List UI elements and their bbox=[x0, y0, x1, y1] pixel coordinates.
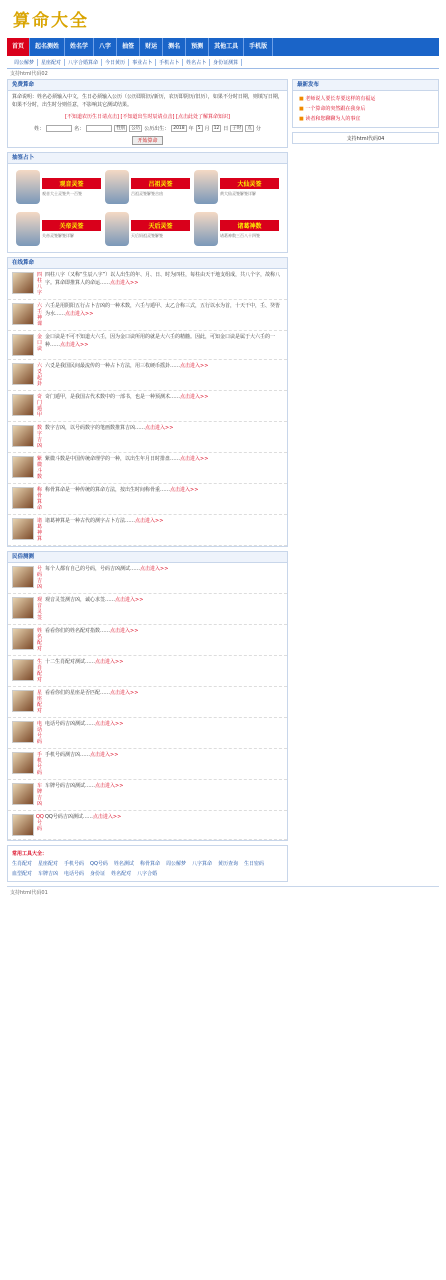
divine-box bbox=[7, 152, 288, 253]
year-unit: 年 bbox=[188, 126, 194, 132]
item-name[interactable]: QQ号码 bbox=[36, 814, 44, 832]
item-desc bbox=[45, 363, 283, 387]
day-unit: 日 bbox=[223, 126, 229, 132]
divine-title: 抽签占卜 bbox=[8, 153, 287, 164]
list-item bbox=[8, 484, 287, 515]
free-intro: 算命说明：姓名必须输入中文，生日必须输入公历（公历即阳历/新历，农历即阴历/旧历），如果不分时日期，则填写日期，如果不分时，出生时分则任意，不影响其它测试结果。 bbox=[12, 94, 283, 108]
item-image[interactable] bbox=[12, 272, 34, 294]
tool-link[interactable]: 血型配对 bbox=[12, 871, 33, 877]
more-link[interactable]: 点击进入>> bbox=[180, 363, 209, 369]
folk-title: 民俗测测 bbox=[8, 552, 287, 563]
nav-item[interactable]: 其他工具 bbox=[209, 38, 244, 56]
item-name[interactable]: 诸葛神算 bbox=[36, 518, 42, 542]
page bbox=[7, 0, 439, 898]
item-desc bbox=[45, 566, 283, 590]
item-image[interactable] bbox=[12, 690, 34, 712]
tool-link[interactable]: 生日密码 bbox=[244, 861, 265, 867]
item-desc-text: 六爻是我国民间最流传的一种占卜方法，用三枚硬币摇卦…… bbox=[45, 363, 181, 369]
nav-item[interactable]: 首页 bbox=[7, 38, 30, 56]
year-select[interactable]: 2018 bbox=[173, 126, 185, 131]
item-name[interactable]: 观音灵签 bbox=[36, 597, 42, 621]
main-nav bbox=[7, 38, 439, 56]
item-desc-text: 四柱八字（又称“生辰八字”）以人出生的年、月、日、时为四柱，每柱由天干地支组成，共八个字，故称八字。算命即推算人的命运…… bbox=[45, 272, 281, 286]
item-name[interactable]: 六爻起卦 bbox=[36, 363, 42, 387]
divine-desc: 吕祖灵签解签吉凶 bbox=[131, 191, 163, 196]
month-unit: 月 bbox=[204, 126, 210, 132]
birth-label: 公历出生： bbox=[144, 126, 170, 132]
item-name[interactable]: 车牌吉凶 bbox=[36, 783, 42, 807]
divine-name: 观音灵签 bbox=[42, 178, 101, 189]
left-column bbox=[7, 79, 288, 886]
nav-item[interactable]: 测名 bbox=[163, 38, 186, 56]
item-desc-text: 看看你们的姓名配对指数…… bbox=[45, 628, 111, 634]
minute-unit: 分 bbox=[255, 126, 261, 132]
tool-link[interactable]: 姓名测试 bbox=[113, 861, 134, 867]
item-name[interactable]: 奇门遁甲 bbox=[36, 394, 42, 418]
item-desc bbox=[45, 783, 283, 807]
more-link[interactable]: 点击进入>> bbox=[95, 721, 124, 727]
free-title: 免费算命 bbox=[8, 80, 287, 91]
item-desc-text: 电话号码吉凶测试…… bbox=[45, 721, 96, 727]
list-item bbox=[8, 749, 287, 780]
more-link[interactable]: 点击进入>> bbox=[90, 752, 119, 758]
item-desc bbox=[45, 394, 283, 418]
tool-link[interactable]: 姓名配对 bbox=[111, 871, 132, 877]
item-name[interactable]: 手机号码 bbox=[36, 752, 42, 776]
divine-name: 天后灵签 bbox=[131, 220, 190, 231]
item-name[interactable]: 四柱八字 bbox=[36, 272, 42, 296]
item-image[interactable] bbox=[12, 487, 34, 509]
month-select[interactable]: 5 bbox=[197, 126, 201, 131]
more-link[interactable]: 点击进入>> bbox=[95, 659, 124, 665]
folk-list bbox=[8, 563, 287, 840]
item-name[interactable]: 紫微斗数 bbox=[36, 456, 42, 480]
subnav-item[interactable]: 事业占卜 bbox=[129, 59, 156, 66]
nav-item[interactable]: 财运 bbox=[140, 38, 163, 56]
tool-link[interactable]: 称骨算命 bbox=[139, 861, 160, 867]
item-desc bbox=[45, 272, 283, 296]
ad-right: 支持html代码04 bbox=[292, 132, 439, 144]
given-input[interactable] bbox=[86, 125, 112, 132]
surname-input[interactable] bbox=[46, 125, 72, 132]
tool-link[interactable]: 黄历查询 bbox=[217, 861, 238, 867]
item-desc bbox=[45, 597, 283, 621]
divine-name: 诸葛神数 bbox=[220, 220, 279, 231]
divine-tile[interactable] bbox=[16, 168, 101, 206]
latest-item[interactable]: ■ 读者和您聊聊为人的事宜 bbox=[299, 114, 432, 124]
divine-text bbox=[220, 178, 279, 196]
subnav-item[interactable]: 手机占卜 bbox=[156, 59, 183, 66]
submit-button[interactable]: 开始算命 bbox=[132, 136, 162, 145]
divine-desc: 关帝灵签解签详解 bbox=[42, 233, 74, 238]
divine-text bbox=[131, 220, 190, 238]
item-image[interactable] bbox=[12, 303, 34, 325]
tool-link[interactable]: 周公解梦 bbox=[165, 861, 186, 867]
list-item bbox=[8, 656, 287, 687]
more-link[interactable]: 点击进入>> bbox=[65, 310, 94, 317]
list-item bbox=[8, 515, 287, 546]
divine-name: 吕祖灵签 bbox=[131, 178, 190, 189]
list-item bbox=[8, 594, 287, 625]
nav-item[interactable]: 姓名学 bbox=[65, 38, 94, 56]
item-name[interactable]: 电话号码 bbox=[36, 721, 42, 745]
item-image[interactable] bbox=[12, 814, 34, 836]
item-desc-text: 诸葛神算是一种古代的测字占卜方法…… bbox=[45, 518, 136, 524]
divine-figure bbox=[194, 212, 218, 246]
divine-text bbox=[220, 220, 279, 238]
subnav-item[interactable]: 姓名占卜 bbox=[183, 59, 210, 66]
given-label: 名： bbox=[74, 126, 85, 132]
item-image[interactable] bbox=[12, 721, 34, 743]
item-desc-text: 紫微斗数是中国传统命理学的一种，以出生年月日时排盘…… bbox=[45, 456, 181, 462]
item-desc bbox=[45, 628, 283, 652]
subnav-item[interactable]: 星座配对 bbox=[38, 59, 65, 66]
footer: 支持html代码01 bbox=[7, 886, 439, 898]
list-item bbox=[8, 563, 287, 594]
more-link[interactable]: 点击进入>> bbox=[115, 597, 144, 603]
right-column bbox=[292, 79, 439, 886]
list-item bbox=[8, 453, 287, 484]
item-name[interactable]: 星座配对 bbox=[36, 690, 42, 714]
more-link[interactable]: 点击进入>> bbox=[110, 628, 139, 634]
more-link[interactable]: 点击进入>> bbox=[180, 456, 209, 462]
nav-item[interactable]: 抽签 bbox=[117, 38, 140, 56]
free-notice[interactable]: [不知道农历生日请点击] [不知道出生时辰请点击] [点击此处了解算命知识] bbox=[65, 114, 230, 120]
item-image[interactable] bbox=[12, 783, 34, 805]
tool-link[interactable]: 星座配对 bbox=[38, 861, 59, 867]
free-fortune-box bbox=[7, 79, 288, 148]
content bbox=[7, 79, 439, 886]
nav-item[interactable]: 起名测姓 bbox=[30, 38, 65, 56]
tool-link[interactable]: QQ号码 bbox=[90, 861, 108, 867]
divine-figure bbox=[194, 170, 218, 204]
tool-link[interactable]: 手机号码 bbox=[64, 861, 85, 867]
subnav-item[interactable]: 周公解梦 bbox=[11, 59, 38, 66]
list-item bbox=[8, 687, 287, 718]
list-item bbox=[8, 625, 287, 656]
subnav-item[interactable]: 今日黄历 bbox=[102, 59, 129, 66]
submit-row bbox=[8, 134, 287, 147]
more-link[interactable]: 点击进入>> bbox=[60, 341, 89, 348]
latest-item[interactable]: ■ 一个算命的突然跟在我身后 bbox=[299, 104, 432, 114]
more-link[interactable]: 点击进入>> bbox=[170, 487, 199, 493]
divine-figure bbox=[105, 212, 129, 246]
online-title: 在线算命 bbox=[8, 258, 287, 269]
tool-link[interactable]: 八字算命 bbox=[191, 861, 212, 867]
item-desc bbox=[45, 456, 283, 480]
divine-desc: 天后妈祖灵签解签 bbox=[131, 233, 163, 238]
sub-nav bbox=[7, 56, 439, 69]
item-name[interactable]: 称骨算命 bbox=[36, 487, 42, 511]
more-link[interactable]: 点击进入>> bbox=[135, 518, 164, 524]
more-link[interactable]: 点击进入>> bbox=[95, 783, 124, 789]
divine-figure bbox=[16, 170, 40, 204]
item-name[interactable]: 六壬神课 bbox=[36, 303, 42, 327]
tool-link[interactable]: 身份证 bbox=[90, 871, 106, 877]
more-link[interactable]: 点击进入>> bbox=[145, 425, 174, 431]
item-image[interactable] bbox=[12, 363, 34, 385]
online-box bbox=[7, 257, 288, 547]
item-desc-text: QQ号码吉凶测试…… bbox=[45, 814, 93, 820]
tool-link[interactable]: 八字合婚 bbox=[137, 871, 158, 877]
item-image[interactable] bbox=[12, 456, 34, 478]
list-item bbox=[8, 391, 287, 422]
divine-tile[interactable] bbox=[16, 210, 101, 248]
subnav-item[interactable]: 身份证测算 bbox=[210, 59, 242, 66]
tool-link[interactable]: 生肖配对 bbox=[12, 861, 33, 867]
item-image[interactable] bbox=[12, 628, 34, 650]
calendar-select[interactable]: 公历 bbox=[131, 126, 141, 131]
hour-select[interactable]: 子时 bbox=[232, 126, 242, 131]
list-item bbox=[8, 269, 287, 300]
item-desc bbox=[45, 425, 283, 449]
latest-item[interactable]: ■ 老师说人要长寿要这样的有福运 bbox=[299, 94, 432, 104]
fortune-form bbox=[8, 123, 287, 134]
header bbox=[7, 0, 439, 38]
list-item bbox=[8, 780, 287, 811]
nav-item[interactable]: 手机版 bbox=[244, 38, 273, 56]
tool-link[interactable]: 电话号码 bbox=[64, 871, 85, 877]
divine-text bbox=[42, 178, 101, 196]
divine-tile[interactable] bbox=[194, 210, 279, 248]
item-image[interactable] bbox=[12, 394, 34, 416]
item-desc-text: 观音灵签测吉凶，诚心求签…… bbox=[45, 597, 116, 603]
divine-figure bbox=[16, 212, 40, 246]
site-logo[interactable]: 算命大全 bbox=[13, 11, 89, 31]
divine-tile[interactable] bbox=[194, 168, 279, 206]
item-desc bbox=[45, 721, 283, 745]
item-name[interactable]: 生肖配对 bbox=[36, 659, 42, 683]
day-select[interactable]: 12 bbox=[213, 126, 220, 131]
item-desc bbox=[45, 334, 283, 356]
item-image[interactable] bbox=[12, 566, 34, 588]
divine-desc: 诸葛神数三百八十四签 bbox=[220, 233, 260, 238]
list-item bbox=[8, 300, 287, 331]
item-name[interactable]: 号码吉凶 bbox=[36, 566, 42, 590]
divine-grid bbox=[8, 164, 287, 252]
item-name[interactable]: 金口诀 bbox=[36, 334, 42, 352]
item-desc bbox=[45, 487, 283, 511]
item-desc bbox=[45, 303, 283, 327]
divine-text bbox=[131, 178, 190, 196]
list-item bbox=[8, 422, 287, 453]
divine-figure bbox=[105, 170, 129, 204]
item-desc-text: 六壬是用阴阳五行占卜吉凶的一种术数，六壬与遁甲、太乙合称三式，五行以水为首，十天干中，壬、癸皆为水…… bbox=[45, 303, 281, 317]
item-desc bbox=[45, 518, 283, 542]
tools-links bbox=[12, 860, 283, 877]
divine-name: 关帝灵签 bbox=[42, 220, 101, 231]
item-desc bbox=[45, 690, 283, 714]
item-desc bbox=[45, 659, 283, 683]
item-image[interactable] bbox=[12, 597, 34, 619]
more-link[interactable]: 点击进入>> bbox=[110, 279, 139, 286]
item-desc-text: 手机号码测吉凶…… bbox=[45, 752, 91, 758]
latest-box bbox=[292, 79, 439, 128]
tools-title: 常用工具大全： bbox=[12, 851, 48, 857]
more-link[interactable]: 点击进入>> bbox=[92, 814, 122, 820]
divine-desc: 观音大士灵签共一百签 bbox=[42, 191, 82, 196]
item-desc-text: 金口诀是不可不知道大六壬，因为金口诀所用的就是大六壬的精髓。因此，可知金口诀是属于大六壬的一种…… bbox=[45, 334, 276, 348]
tool-link[interactable]: 车牌吉凶 bbox=[38, 871, 59, 877]
item-desc bbox=[45, 752, 283, 776]
item-desc-text: 十二生肖配对测试…… bbox=[45, 659, 96, 665]
item-name[interactable]: 姓名配对 bbox=[36, 628, 42, 652]
list-item bbox=[8, 331, 287, 360]
more-link[interactable]: 点击进入>> bbox=[110, 690, 139, 696]
divine-name: 大仙灵签 bbox=[220, 178, 279, 189]
list-item bbox=[8, 811, 287, 840]
folk-box bbox=[7, 551, 288, 841]
item-image[interactable] bbox=[12, 334, 34, 356]
more-link[interactable]: 点击进入>> bbox=[140, 566, 169, 572]
item-name[interactable]: 数字吉凶 bbox=[36, 425, 42, 449]
tools-box bbox=[7, 845, 288, 882]
item-desc-text: 每个人都有自己的号码，号码吉凶测试…… bbox=[45, 566, 141, 572]
nav-item[interactable]: 预测 bbox=[186, 38, 209, 56]
item-desc-text: 数字吉凶，以号码数字的笔画数推算吉凶…… bbox=[45, 425, 146, 431]
list-item bbox=[8, 360, 287, 391]
online-list bbox=[8, 269, 287, 546]
subnav-item[interactable]: 八字合婚算命 bbox=[65, 59, 102, 66]
latest-list bbox=[293, 91, 438, 127]
item-image[interactable] bbox=[12, 659, 34, 681]
list-item bbox=[8, 718, 287, 749]
item-image[interactable] bbox=[12, 425, 34, 447]
surname-label: 姓： bbox=[34, 126, 45, 132]
latest-title: 最新发布 bbox=[293, 80, 438, 91]
gender-select[interactable]: 性别 bbox=[116, 126, 126, 131]
item-image[interactable] bbox=[12, 518, 34, 540]
divine-desc: 黄大仙灵签解签详解 bbox=[220, 191, 256, 196]
divine-text bbox=[42, 220, 101, 238]
nav-item[interactable]: 八字 bbox=[94, 38, 117, 56]
divine-tile[interactable] bbox=[105, 210, 190, 248]
minute-select[interactable]: 点 bbox=[247, 126, 252, 131]
divine-tile[interactable] bbox=[105, 168, 190, 206]
item-desc-text: 奇门遁甲，是我国古代术数中的一部书，也是一种预测术…… bbox=[45, 394, 181, 400]
ad-top: 支持html代码02 bbox=[10, 71, 48, 77]
item-image[interactable] bbox=[12, 752, 34, 774]
item-desc-text: 看看你们的星座是否匹配…… bbox=[45, 690, 111, 696]
item-desc bbox=[45, 814, 283, 836]
more-link[interactable]: 点击进入>> bbox=[180, 394, 209, 400]
item-desc-text: 车牌号码吉凶测试…… bbox=[45, 783, 96, 789]
item-desc-text: 称骨算命是一种传统的算命方法，按出生时间称骨重…… bbox=[45, 487, 171, 493]
